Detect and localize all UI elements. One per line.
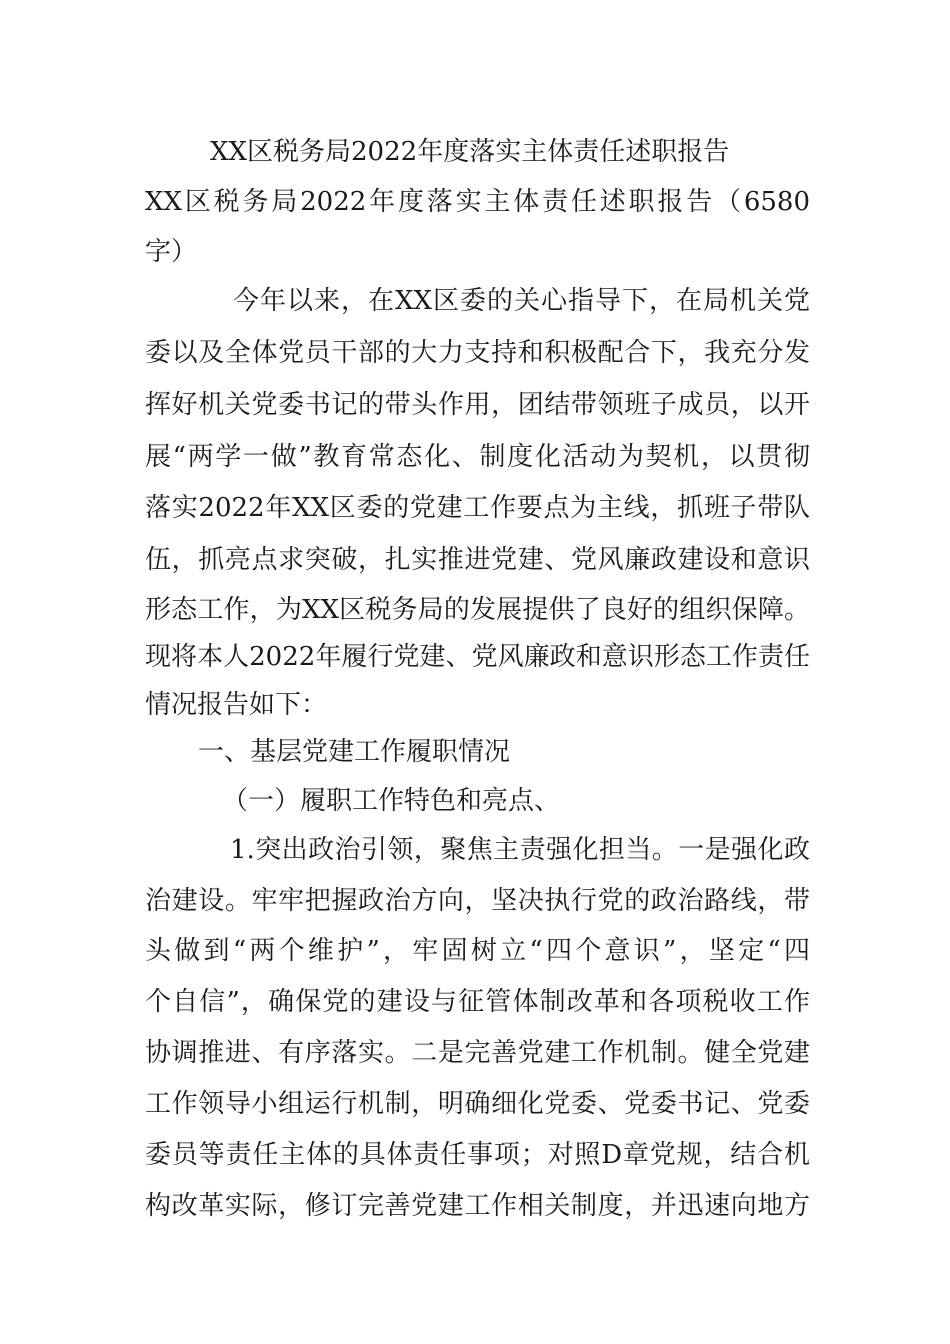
paragraph-line: 委员等责任主体的具体责任事项；对照D章党规，结合机 bbox=[145, 1140, 810, 1170]
document-subtitle-line-2: 字） bbox=[145, 237, 198, 267]
paragraph-line: 1.突出政治引领，聚焦主责强化担当。一是强化政 bbox=[230, 835, 810, 865]
document-subtitle-line-1: XX区税务局2022年度落实主体责任述职报告（6580 bbox=[145, 187, 810, 217]
paragraph-line: 委以及全体党员干部的大力支持和积极配合下，我充分发 bbox=[145, 338, 810, 368]
paragraph-line: 形态工作，为XX区税务局的发展提供了良好的组织保障。 bbox=[145, 595, 810, 625]
paragraph-line: 个自信”，确保党的建设与征管体制改革和各项税收工作 bbox=[145, 987, 810, 1017]
section-heading-1: 一、基层党建工作履职情况 bbox=[198, 737, 511, 767]
paragraph-line: 落实2022年XX区委的党建工作要点为主线，抓班子带队 bbox=[145, 493, 810, 523]
paragraph-line: 构改革实际，修订完善党建工作相关制度，并迅速向地方 bbox=[145, 1191, 810, 1221]
paragraph-line: 挥好机关党委书记的带头作用，团结带领班子成员，以开 bbox=[145, 390, 810, 420]
paragraph-line: 展“两学一做”教育常态化、制度化活动为契机，以贯彻 bbox=[145, 442, 810, 472]
paragraph-line: 现将本人2022年履行党建、党风廉政和意识形态工作责任 bbox=[145, 642, 810, 672]
paragraph-line: 工作领导小组运行机制，明确细化党委、党委书记、党委 bbox=[145, 1089, 810, 1119]
paragraph-line: 头做到“两个维护”，牢固树立“四个意识”，坚定“四 bbox=[145, 936, 810, 966]
paragraph-line: 治建设。牢牢把握政治方向，坚决执行党的政治路线，带 bbox=[145, 886, 810, 916]
section-heading-2: （一）履职工作特色和亮点、 bbox=[222, 786, 561, 816]
paragraph-line: 伍，抓亮点求突破，扎实推进党建、党风廉政建设和意识 bbox=[145, 545, 810, 575]
paragraph-line: 协调推进、有序落实。二是完善党建工作机制。健全党建 bbox=[145, 1038, 810, 1068]
document-title: XX区税务局2022年度落实主体责任述职报告 bbox=[210, 137, 730, 167]
paragraph-line: 情况报告如下： bbox=[145, 690, 328, 720]
paragraph-line: 今年以来，在XX区委的关心指导下，在局机关党 bbox=[233, 286, 810, 316]
